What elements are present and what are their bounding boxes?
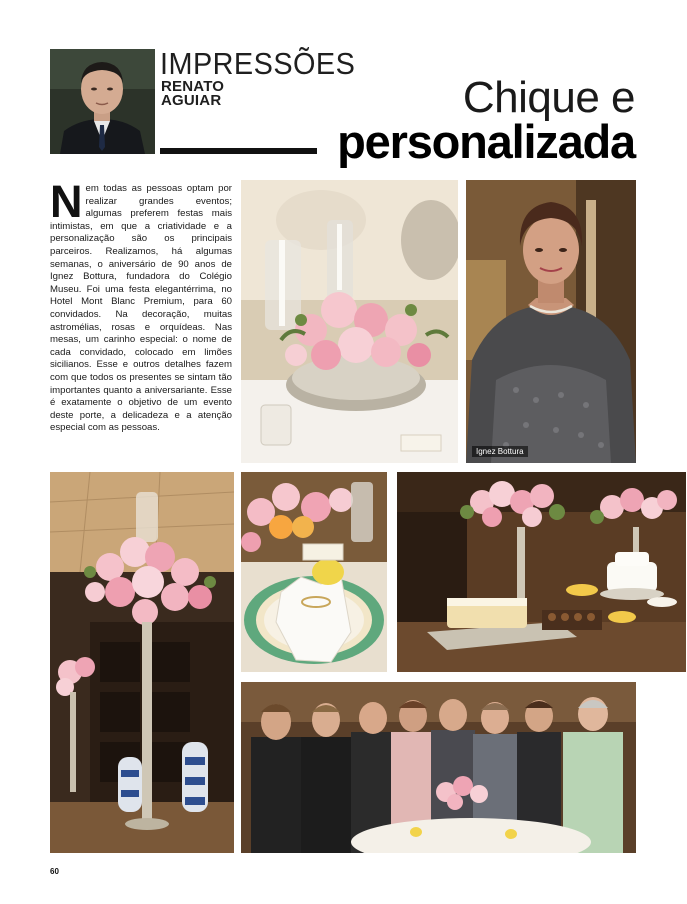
headline-line-2: personalizada [337,115,635,168]
photo-group-toast [241,682,636,853]
photo-caption: Ignez Bottura [472,446,528,457]
section-title: IMPRESSÕES [160,46,356,81]
page-number: 60 [50,867,59,876]
author-photo [50,49,155,154]
photo-place-setting [241,472,387,672]
photo-floral-stand [50,472,234,853]
author-name: RENATO AGUIAR [161,78,225,109]
article-text: em todas as pessoas optam por realizar grandes eventos; algumas preferem festas mais intimistas, em que a criatividade e a personalização são os principais parceiros. Realizamos, há algumas semanas, o aniversário de 90 anos de Ignez Bottura, fundadora do Colégio Museu. Foi uma festa elegantérrima, no Hotel Mont Blanc Premium, para 60 convidados. Na decoração, muitas astromélias, rosas e orquídeas. Nas mesas, um carinho especial: o nome de cada convidado, colocado em limões sicilianos. Esse e outros detalhes fazem com que todos os presentes se sintam tão importantes quanto a aniversariante. Esse é exatamente o objetivo de um evento deste porte, a delicadeza e a atenção especial com as pessoas. [50,183,232,434]
article-body [50,176,232,435]
header-rule [160,148,317,154]
photo-dessert-table [397,472,686,672]
headline-line-1: Chique e [462,73,635,122]
drop-cap: N [50,176,83,227]
photo-ignez-bottura [466,180,636,463]
photo-table-centerpiece [241,180,458,463]
